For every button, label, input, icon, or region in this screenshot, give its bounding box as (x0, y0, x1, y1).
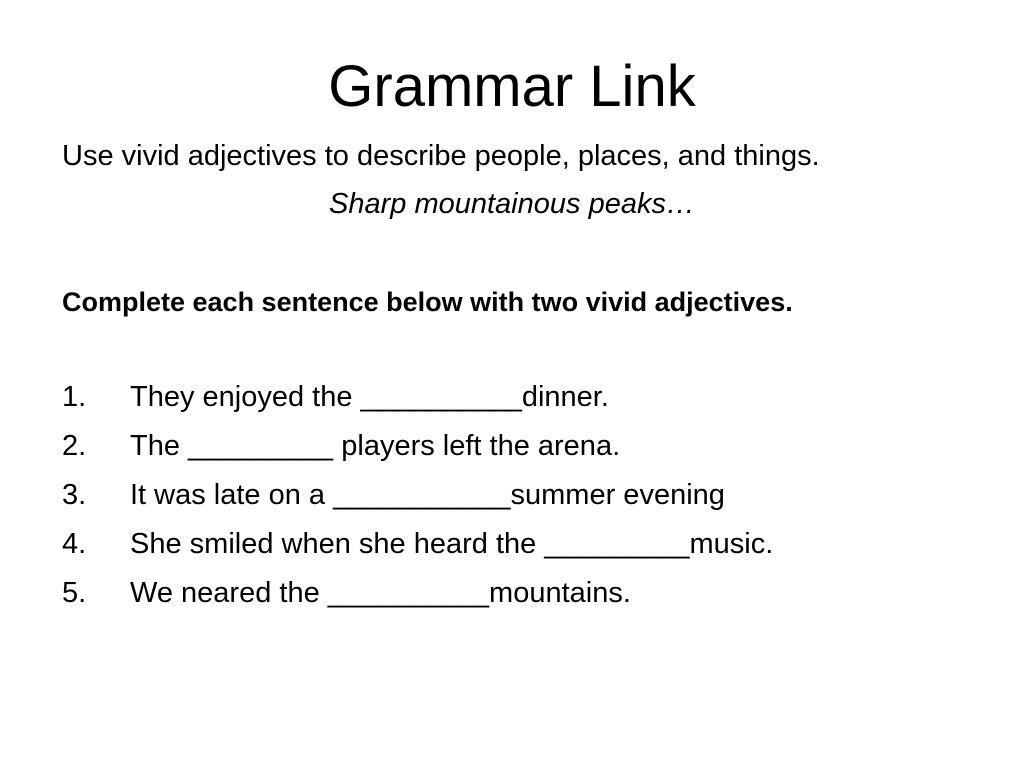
item-sentence: The _________ players left the arena. (130, 430, 621, 462)
intro-text: Use vivid adjectives to describe people, places, and things. (62, 140, 820, 172)
slide-title: Grammar Link (328, 54, 696, 119)
item-sentence: We neared the __________mountains. (130, 577, 631, 609)
item-number: 3. (62, 479, 87, 511)
instruction-text: Complete each sentence below with two vivid adjectives. (62, 287, 793, 317)
item-number: 1. (62, 381, 87, 413)
item-sentence: She smiled when she heard the _________music. (130, 528, 774, 560)
example-text: Sharp mountainous peaks… (329, 188, 695, 220)
item-number: 4. (62, 528, 87, 560)
item-sentence: They enjoyed the __________dinner. (130, 381, 609, 413)
item-number: 2. (62, 430, 87, 462)
item-sentence: It was late on a ___________summer evening (130, 479, 725, 511)
item-number: 5. (62, 577, 87, 609)
